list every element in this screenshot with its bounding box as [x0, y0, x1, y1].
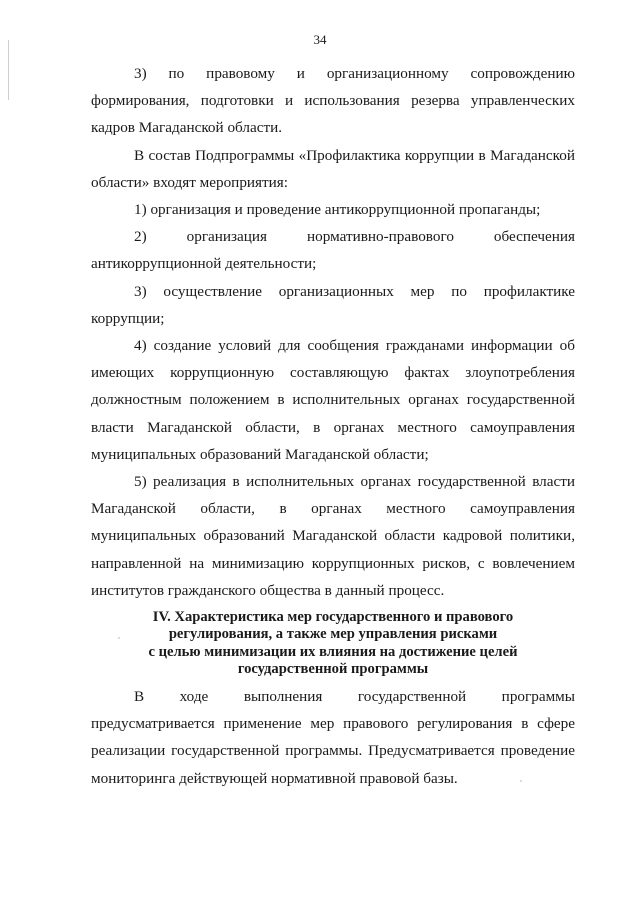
heading-line: с целью минимизации их влияния на достижение целей	[148, 643, 518, 660]
page-number: 34	[313, 32, 327, 47]
heading-line: регулирования, а также мер управления рисками	[168, 626, 498, 643]
body-section-1	[91, 60, 575, 604]
paragraph-item-3-legal-support: 3) по правовому и организационному сопровождению формирования, подготовки и использования резерва управленческих кадров Магаданской области.	[91, 65, 575, 137]
paragraph-item-1-propaganda: 1) организация и проведение антикоррупционной пропаганды;	[134, 201, 541, 219]
heading-line: IV. Характеристика мер государственного и правового	[152, 609, 514, 625]
scan-speck	[520, 780, 522, 782]
paragraph-regulation-measures: В ходе выполнения государственной программы предусматривается применение мер правового регулирования в сфере реализации государственной программы. Предусматривается проведение мониторинга действующей нормативной правовой базы.	[91, 688, 575, 787]
paragraph-item-3-prevention: 3) осуществление организационных мер по профилактике коррупции;	[91, 282, 575, 327]
scan-speck	[118, 637, 120, 639]
paragraph-subprogram-intro: В состав Подпрограммы «Профилактика коррупции в Магаданской области» входят мероприятия:	[91, 146, 575, 191]
body-section-2	[91, 683, 575, 792]
section-heading-iv	[91, 609, 575, 679]
scan-edge-line	[8, 40, 9, 100]
paragraph-item-5-personnel-policy: 5) реализация в исполнительных органах государственной власти Магаданской области, в органах местного самоуправления муниципальных образований Магаданской области кадровой политики, направленной на минимизацию коррупционных рисков, с вовлечением институтов гражданского общества в данный процесс.	[91, 473, 575, 599]
heading-line: государственной программы	[237, 661, 429, 678]
paragraph-item-2-regulatory: 2) организация нормативно-правового обеспечения антикоррупционной деятельности;	[91, 228, 575, 273]
paragraph-item-4-reporting: 4) создание условий для сообщения гражданами информации об имеющих коррупционную составляющую фактах злоупотребления должностным положением в исполнительных органах государственной власти Магаданской области, в органах местного самоуправления муниципальных образований Магаданской области;	[91, 337, 575, 463]
